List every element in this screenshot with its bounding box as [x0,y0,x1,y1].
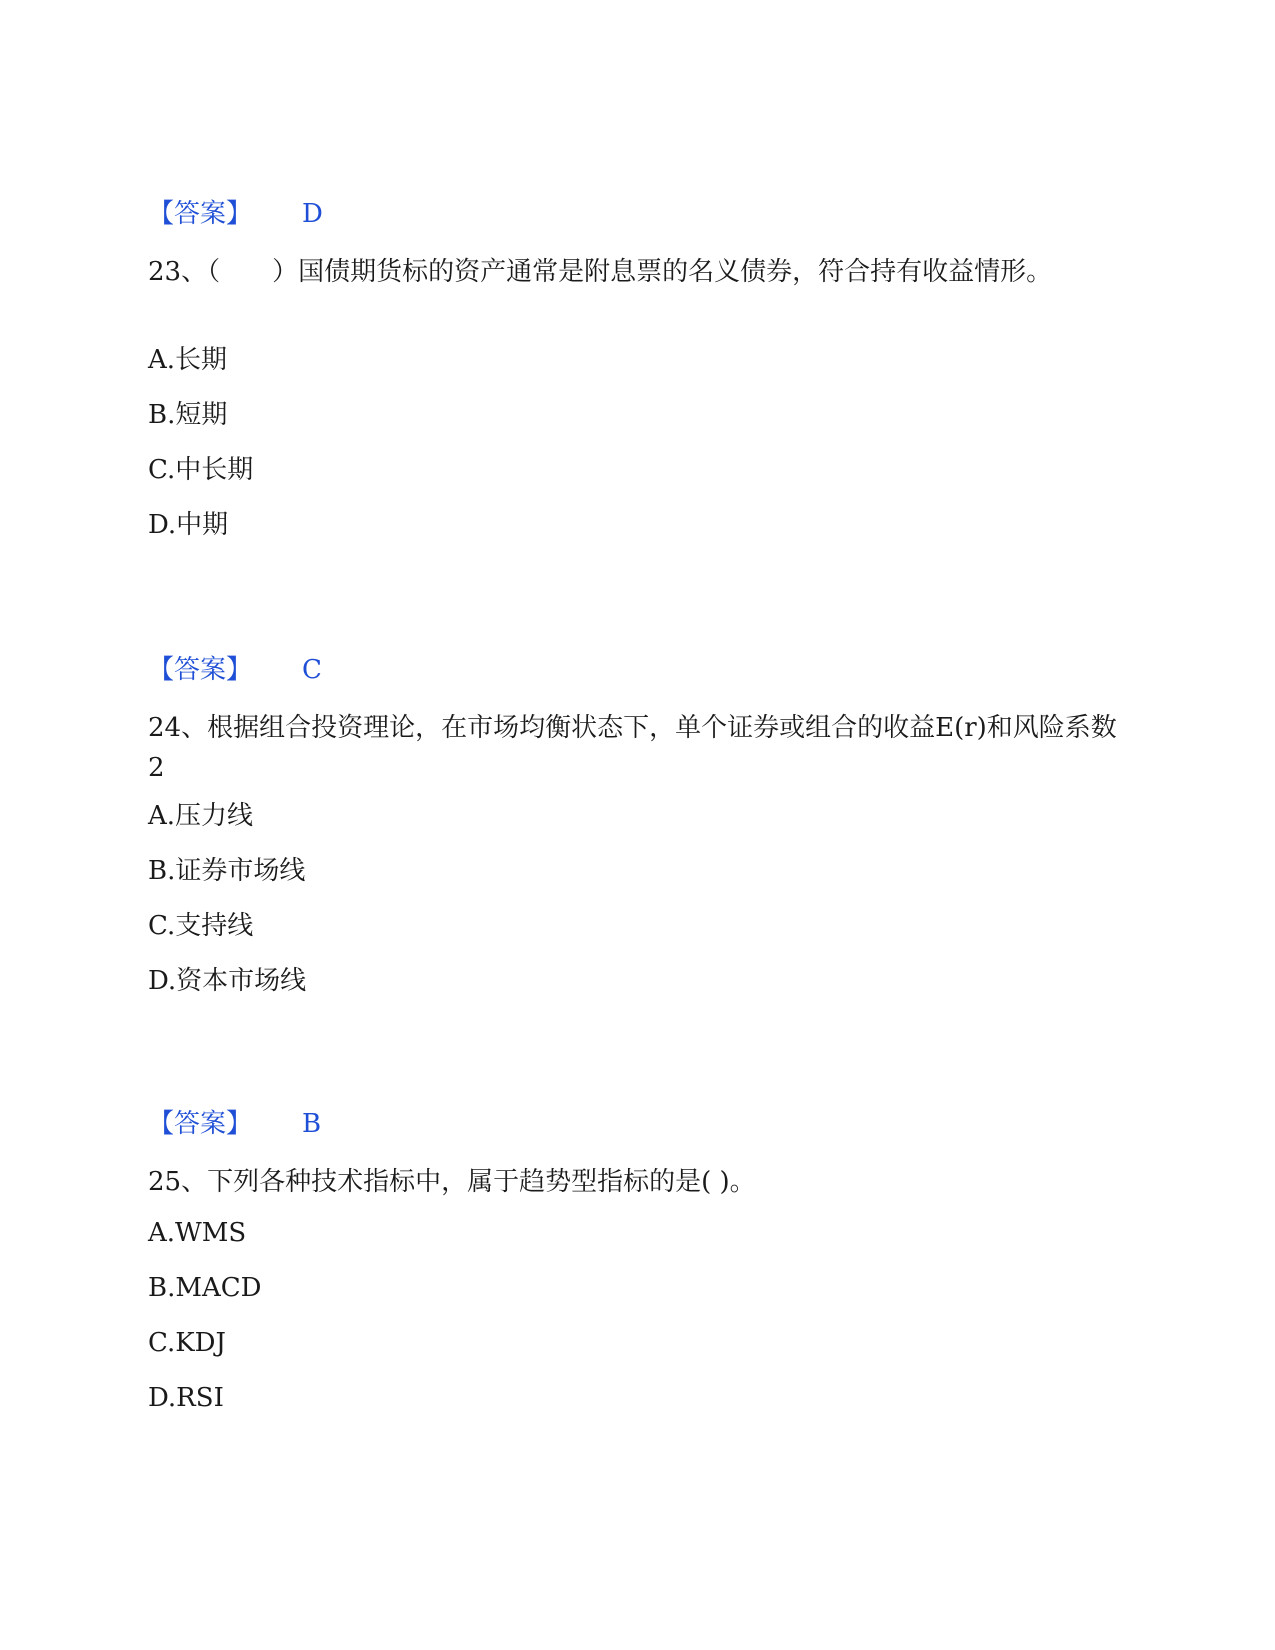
answer-line [148,198,323,230]
option-b: B.证券市场线 [148,856,306,886]
answer-value: D [302,199,323,229]
answer-label: 【答案】 [148,1109,253,1139]
option-b: B.短期 [148,400,228,430]
question-text: 23、（ ）国债期货标的资产通常是附息票的名义债券，符合持有收益情形。 [148,257,1053,287]
answer-label: 【答案】 [148,655,253,685]
option-c: C.中长期 [148,455,254,485]
option-a: A.压力线 [148,801,254,831]
option-d: D.RSI [148,1383,224,1413]
answer-label: 【答案】 [148,199,253,229]
question-text: 25、下列各种技术指标中，属于趋势型指标的是( )。 [148,1167,756,1197]
answer-value: C [302,655,322,685]
answer-value: B [302,1109,322,1139]
option-d: D.中期 [148,510,229,540]
option-c: C.KDJ [148,1328,226,1358]
answer-line [148,654,322,686]
option-a: A.长期 [148,345,228,375]
answer-line [148,1108,321,1140]
option-c: C.支持线 [148,911,254,941]
question-text: 24、根据组合投资理论，在市场均衡状态下，单个证券或组合的收益E(r)和风险系数2 [148,713,1117,783]
option-a: A.WMS [148,1218,247,1248]
option-d: D.资本市场线 [148,966,307,996]
option-b: B.MACD [148,1273,262,1303]
